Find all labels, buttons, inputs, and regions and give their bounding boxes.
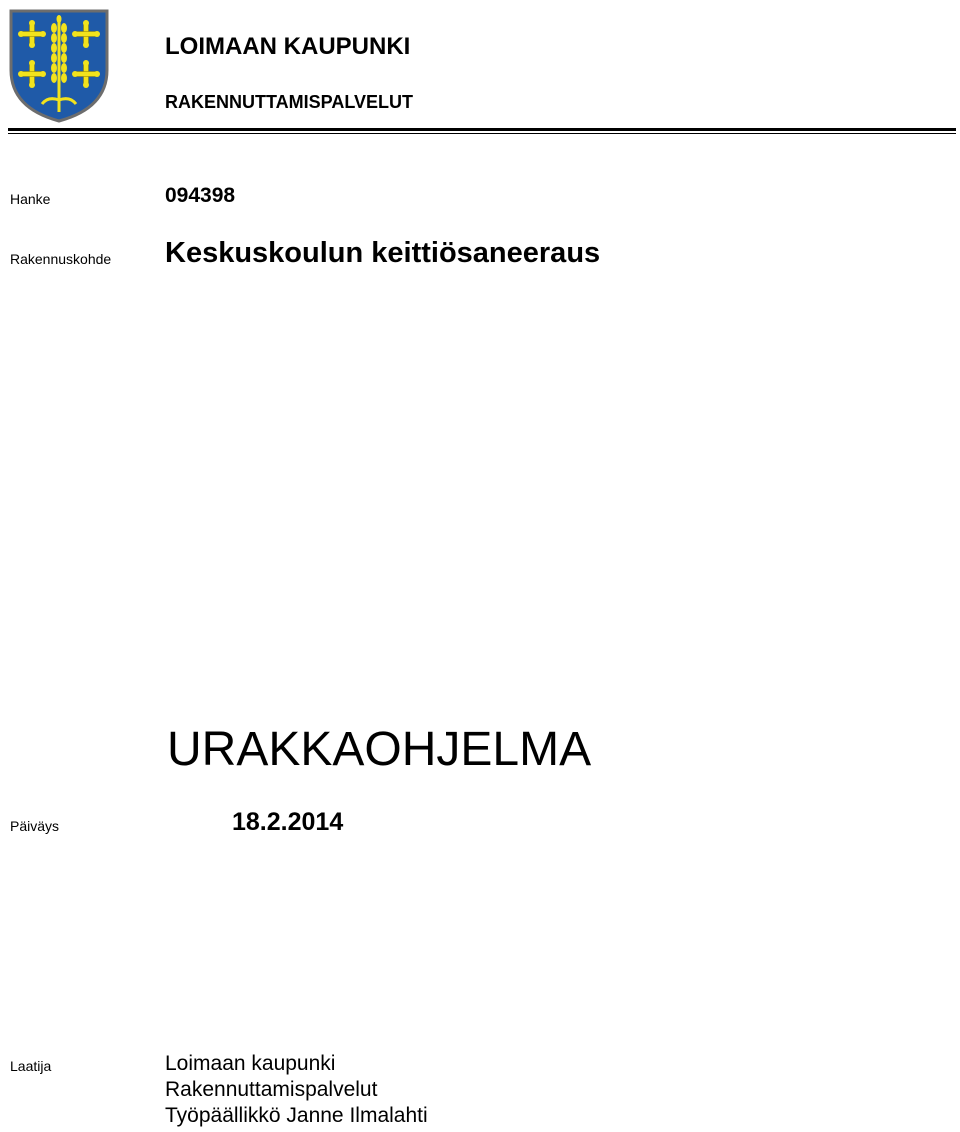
header-divider-thin xyxy=(8,133,956,134)
project-label: Hanke xyxy=(10,191,51,207)
author-label: Laatija xyxy=(10,1058,52,1074)
building-label: Rakennuskohde xyxy=(10,251,112,267)
date-value: 18.2.2014 xyxy=(232,808,344,836)
department-name: RAKENNUTTAMISPALVELUT xyxy=(165,92,413,112)
author-person: Työpäällikkö Janne Ilmalahti xyxy=(165,1104,428,1127)
date-label: Päiväys xyxy=(10,818,60,834)
author-organization: Loimaan kaupunki xyxy=(165,1052,336,1075)
organization-name: LOIMAAN KAUPUNKI xyxy=(165,33,411,60)
project-number: 094398 xyxy=(165,184,236,207)
author-department: Rakennuttamispalvelut xyxy=(165,1078,378,1101)
header-divider xyxy=(8,128,956,131)
author-block xyxy=(165,1051,428,1129)
coat-of-arms-icon xyxy=(8,8,110,124)
document-title: URAKKAOHJELMA xyxy=(167,723,592,776)
building-name: Keskuskoulun keittiösaneeraus xyxy=(165,237,601,269)
